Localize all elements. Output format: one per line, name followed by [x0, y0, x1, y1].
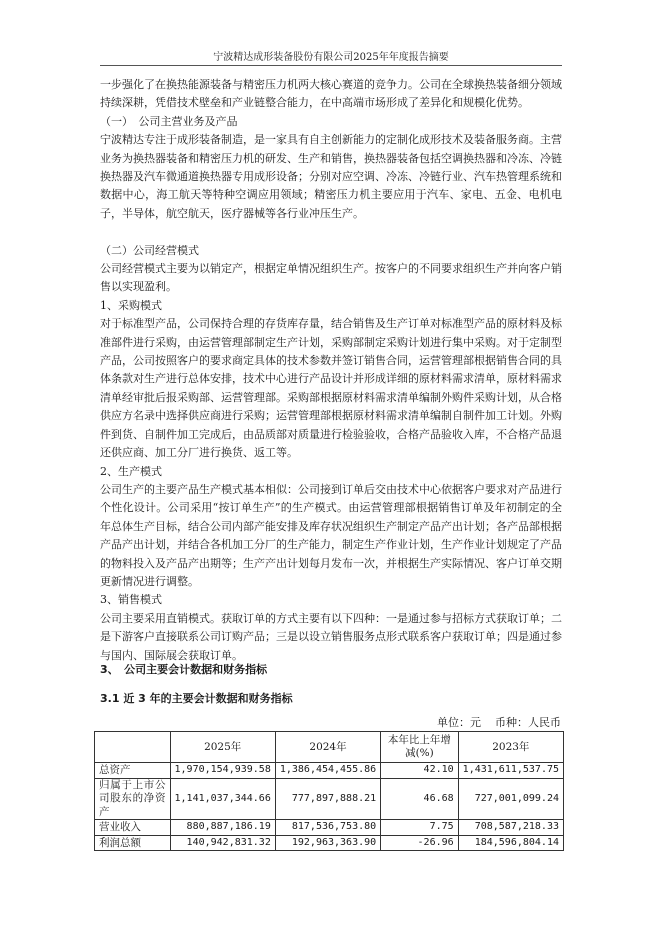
- cell-2023: 184,596,804.14: [458, 835, 563, 851]
- heading-sales: 3、销售模式: [100, 593, 162, 607]
- row-label: 总资产: [95, 763, 171, 779]
- row-label: 利润总额: [95, 835, 171, 851]
- cell-2024: 1,386,454,455.86: [275, 763, 380, 779]
- body-text: [100, 76, 562, 665]
- paragraph-spacer: [100, 223, 562, 241]
- paragraph-intro-continued: 一步强化了在换热能源装备与精密压力机两大核心赛道的竞争力。公司在全球换热装备细分领域持续深耕，凭借技术壁垒和产业链整合能力，在中高端市场形成了差异化和规模化优势。: [100, 78, 562, 110]
- heading-business-model: （二）公司经营模式: [100, 243, 199, 257]
- cell-2023: 1,431,611,537.75: [458, 763, 563, 779]
- cell-2025: 140,942,831.32: [170, 835, 275, 851]
- currency-label: 币种：人民币: [495, 716, 561, 729]
- row-label: 归属于上市公司股东的净资产: [95, 778, 171, 820]
- cell-2023: 708,587,218.33: [458, 820, 563, 836]
- table-row: [95, 763, 564, 779]
- paragraph-business-model: 公司经营模式主要为以销定产，根据定单情况组织生产。按客户的不同要求组织生产并向客户销售以实现盈利。: [100, 262, 562, 294]
- financial-table: [94, 731, 564, 851]
- heading-procurement: 1、采购模式: [100, 298, 162, 312]
- unit-label: 单位：元: [437, 716, 481, 729]
- heading-main-business: （一） 公司主营业务及产品: [100, 114, 238, 128]
- heading-production: 2、生产模式: [100, 464, 162, 478]
- section-3-heading: 3、 公司主要会计数据和财务指标: [100, 663, 268, 676]
- table-header-cell: 本年比上年增减(%): [381, 732, 458, 763]
- table-header-cell: 2023年: [458, 732, 563, 763]
- paragraph-main-business: 宁波精达专注于成形装备制造，是一家具有自主创新能力的定制化成形技术及装备服务商。主营业务为换热器装备和精密压力机的研发、生产和销售，换热器装备包括空调换热器和冷冻、冷链换热器及汽车微通道换热器专用成形设备；分别对应空调、冷冻、冷链行业、汽车热管理系统和数据中心，海工航天等特种空调应用领域；精密压力机主要应用于汽车、家电、五金、电机电子，半导体，航空航天，医疗器械等各行业冲压生产。: [100, 133, 562, 220]
- cell-2023: 727,001,099.24: [458, 778, 563, 820]
- table-header-cell: 2025年: [170, 732, 275, 763]
- cell-2024: 777,897,888.21: [275, 778, 380, 820]
- table-row: [95, 835, 564, 851]
- cell-2024: 192,963,363.90: [275, 835, 380, 851]
- cell-2025: 880,887,186.19: [170, 820, 275, 836]
- table-header-cell: 2024年: [275, 732, 380, 763]
- cell-change: 7.75: [381, 820, 458, 836]
- cell-2024: 817,536,753.80: [275, 820, 380, 836]
- table-header-row: [95, 732, 564, 763]
- cell-change: -26.96: [381, 835, 458, 851]
- cell-2025: 1,970,154,939.58: [170, 763, 275, 779]
- row-label: 营业收入: [95, 820, 171, 836]
- section-3-1-heading: 3.1 近 3 年的主要会计数据和财务指标: [100, 692, 293, 705]
- paragraph-procurement: 对于标准型产品，公司保持合理的存货库存量，结合销售及生产订单对标准型产品的原材料及标准部件进行采购，由运营管理部制定生产计划，采购部制定采购计划进行集中采购。对于定制型产品，公司按照客户的要求商定具体的技术参数并签订销售合同，运营管理部根据销售合同的具体条款对生产进行总体安排，技术中心进行产品设计并形成详细的原材料需求清单，原材料需求清单经审批后报采购部、运营管理部。采购部根据原材料需求清单编制外购件采购计划，从合格供应方名录中选择供应商进行采购；运营管理部根据原材料需求清单编制自制件加工计划。外购件到货、自制件加工完成后，由品质部对质量进行检验验收，合格产品验收入库，不合格产品退还供应商、加工分厂进行换货、返工等。: [100, 317, 562, 460]
- page-header: 宁波精达成形装备股份有限公司2025年年度报告摘要: [100, 48, 562, 66]
- cell-change: 42.10: [381, 763, 458, 779]
- paragraph-production: 公司生产的主要产品生产模式基本相似：公司接到订单后交由技术中心依据客户要求对产品进行个性化设计。公司采用“按订单生产”的生产模式。由运营管理部根据销售订单及年初制定的全年总体生产目标，结合公司内部产能安排及库存状况组织生产制定产品产出计划；各产品部根据产品产出计划，并结合各机加工分厂的生产能力，制定生产作业计划，生产作业计划规定了产品的物料投入及产品产出期等；生产产出计划每月发布一次，并根据生产实际情况、客户订单交期更新情况进行调整。: [100, 482, 562, 588]
- cell-change: 46.68: [381, 778, 458, 820]
- table-row: [95, 778, 564, 820]
- unit-line: [100, 714, 561, 730]
- cell-2025: 1,141,037,344.66: [170, 778, 275, 820]
- paragraph-sales: 公司主要采用直销模式。获取订单的方式主要有以下四种：一是通过参与招标方式获取订单；二是下游客户直接联系公司订购产品；三是以设立销售服务点形式联系客户获取订单；四是通过参与国内、国际展会获取订单。: [100, 611, 562, 662]
- table-row: [95, 820, 564, 836]
- table-header-cell: [95, 732, 171, 763]
